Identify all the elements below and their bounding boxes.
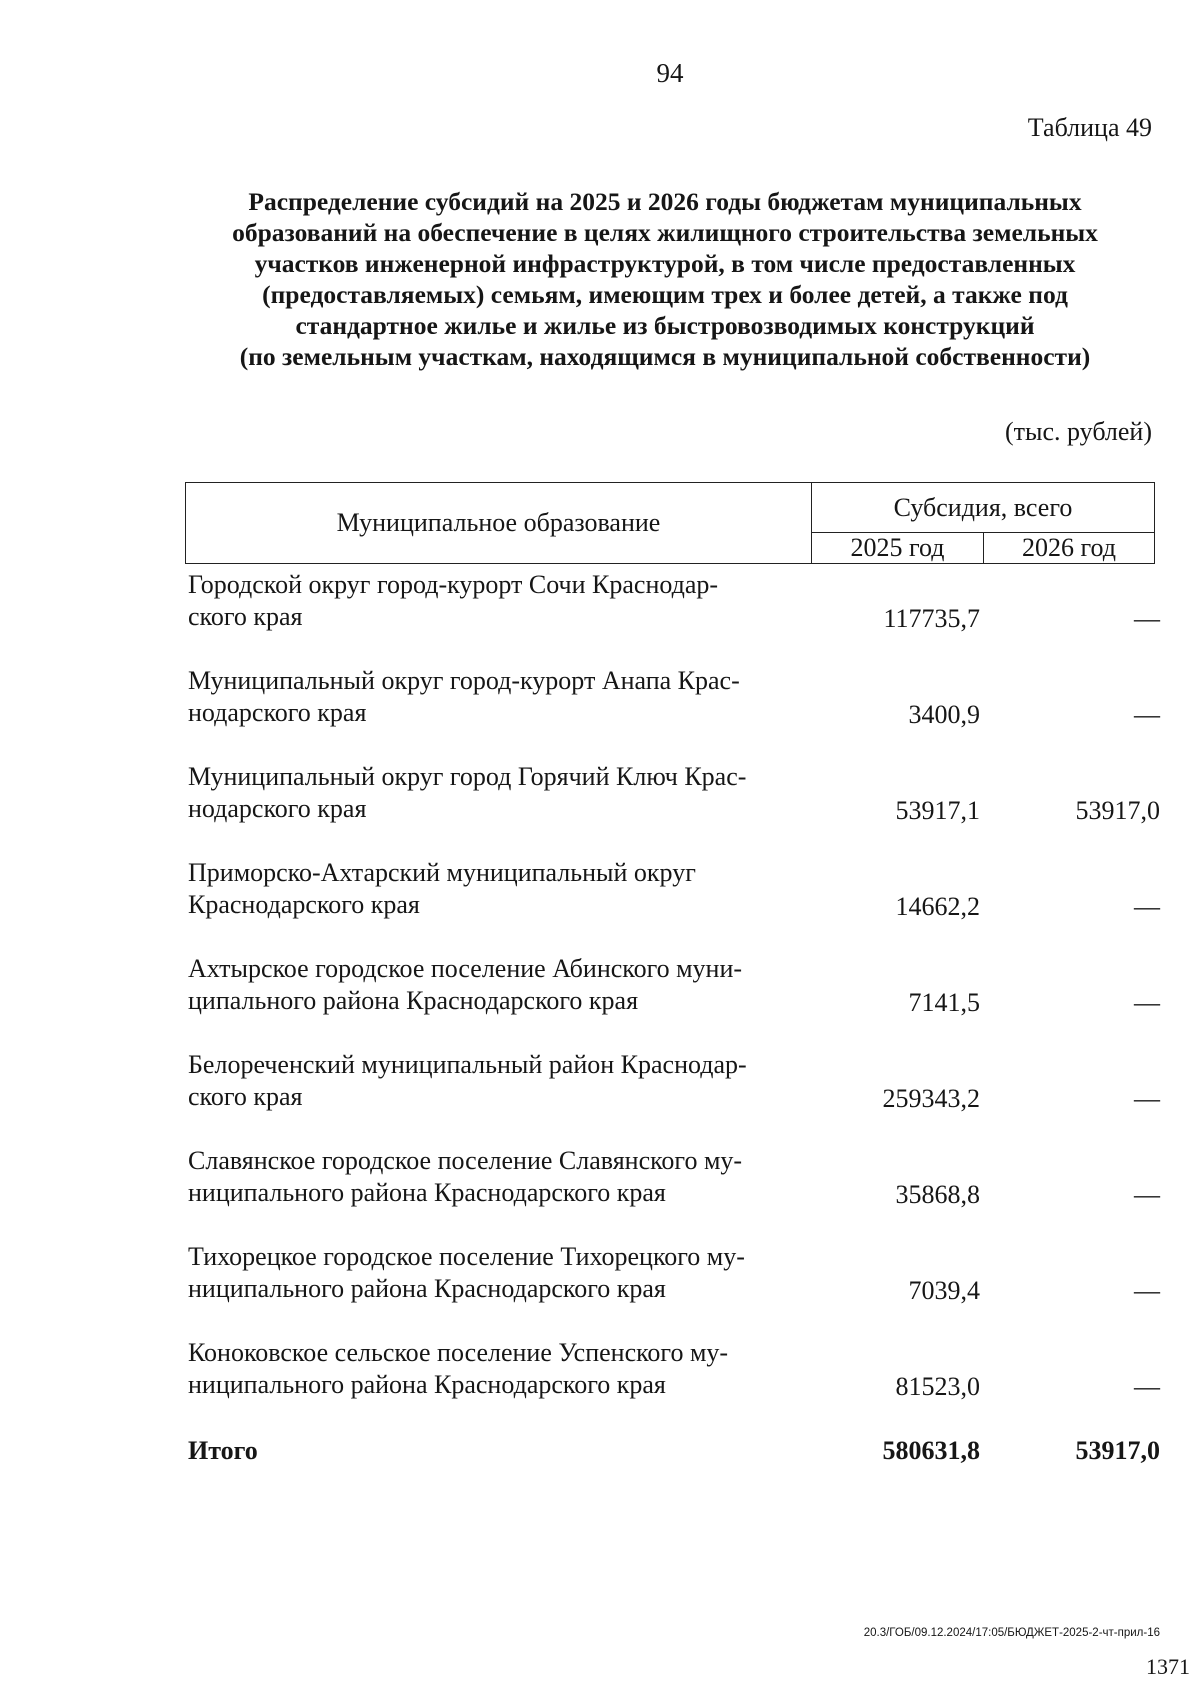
total-2026: 53917,0 — [1075, 1436, 1160, 1465]
value-2026: — — [1134, 1180, 1160, 1209]
name-line: Муниципальный округ город-курорт Анапа Крас- — [188, 666, 740, 695]
value-2026: — — [1134, 700, 1160, 729]
title-line: стандартное жилье и жилье из быстровозводимых конструкций — [295, 311, 1035, 340]
name-line: Тихорецкое городское поселение Тихорецкого му- — [188, 1242, 745, 1271]
name-line: Городской округ город-курорт Сочи Краснодар- — [188, 570, 719, 599]
value-2025: 7039,4 — [908, 1276, 980, 1305]
municipality-name — [188, 1337, 788, 1401]
value-2025: 14662,2 — [895, 892, 980, 921]
name-line: Краснодарского края — [188, 890, 420, 919]
municipality-name — [188, 761, 788, 825]
name-line: ского края — [188, 602, 303, 631]
municipality-name — [188, 569, 788, 633]
title-line: (предоставляемых) семьям, имеющим трех и более детей, а также под — [262, 280, 1068, 309]
municipality-name — [188, 1049, 788, 1113]
units-label: (тыс. рублей) — [1004, 417, 1152, 446]
name-line: ципального района Краснодарского края — [188, 986, 639, 1015]
value-2025: 81523,0 — [895, 1372, 980, 1401]
table-row — [188, 1335, 1160, 1431]
name-line: Ахтырское городское поселение Абинского муни- — [188, 954, 743, 983]
table-row — [188, 1239, 1160, 1335]
value-2026: — — [1134, 1084, 1160, 1113]
title-line: (по земельным участкам, находящимся в муниципальной собственности) — [239, 342, 1091, 371]
page-number: 94 — [656, 58, 684, 88]
municipality-name — [188, 953, 788, 1017]
table-row — [188, 855, 1160, 951]
title-line: Распределение субсидий на 2025 и 2026 годы бюджетам муниципальных — [248, 187, 1082, 216]
name-line: ниципального района Краснодарского края — [188, 1274, 666, 1303]
value-2026: — — [1134, 1276, 1160, 1305]
sheet-number: 1371 — [1146, 1654, 1190, 1679]
name-line: Приморско-Ахтарский муниципальный округ — [188, 858, 696, 887]
table-row — [188, 759, 1160, 855]
name-line: ского края — [188, 1082, 303, 1111]
table-row — [188, 663, 1160, 759]
document-title — [140, 186, 1190, 372]
table-header — [185, 482, 1155, 564]
table-label: Таблица 49 — [1027, 113, 1152, 142]
table-row — [188, 1047, 1160, 1143]
table-row — [188, 567, 1160, 663]
header-municipality: Муниципальное образование — [186, 483, 812, 563]
value-2025: 259343,2 — [882, 1084, 980, 1113]
name-line: Белореченский муниципальный район Краснодар- — [188, 1050, 747, 1079]
value-2025: 35868,8 — [895, 1180, 980, 1209]
name-line: ниципального района Краснодарского края — [188, 1370, 666, 1399]
value-2026: — — [1134, 604, 1160, 633]
value-2025: 3400,9 — [908, 700, 980, 729]
municipality-name — [188, 1241, 788, 1305]
name-line: ниципального района Краснодарского края — [188, 1178, 666, 1207]
value-2026: — — [1134, 1372, 1160, 1401]
header-subsidy-total: Субсидия, всего — [812, 483, 1154, 533]
total-row — [188, 1435, 1160, 1485]
name-line: Коноковское сельское поселение Успенского му- — [188, 1338, 729, 1367]
header-year-2025: 2025 год — [812, 533, 984, 563]
municipality-name — [188, 665, 788, 729]
municipality-name — [188, 857, 788, 921]
value-2025: 117735,7 — [883, 604, 980, 633]
value-2025: 7141,5 — [908, 988, 980, 1017]
value-2026: — — [1134, 892, 1160, 921]
total-label: Итого — [188, 1436, 258, 1465]
name-line: нодарского края — [188, 698, 367, 727]
header-year-2026: 2026 год — [1022, 533, 1116, 562]
name-line: Славянское городское поселение Славянского му- — [188, 1146, 743, 1175]
municipality-name — [188, 1145, 788, 1209]
value-2026: 53917,0 — [1075, 796, 1160, 825]
value-2025: 53917,1 — [895, 796, 980, 825]
total-2025: 580631,8 — [882, 1436, 980, 1465]
value-2026: — — [1134, 988, 1160, 1017]
table-body — [188, 567, 1160, 1485]
name-line: Муниципальный округ город Горячий Ключ Крас- — [188, 762, 747, 791]
document-code: 20.3/ГОБ/09.12.2024/17:05/БЮДЖЕТ-2025-2-чт-прил-16 — [863, 1627, 1160, 1639]
name-line: нодарского края — [188, 794, 367, 823]
table-row — [188, 1143, 1160, 1239]
table-row — [188, 951, 1160, 1047]
title-line: образований на обеспечение в целях жилищного строительства земельных — [232, 218, 1098, 247]
title-line: участков инженерной инфраструктурой, в том числе предоставленных — [254, 249, 1076, 278]
